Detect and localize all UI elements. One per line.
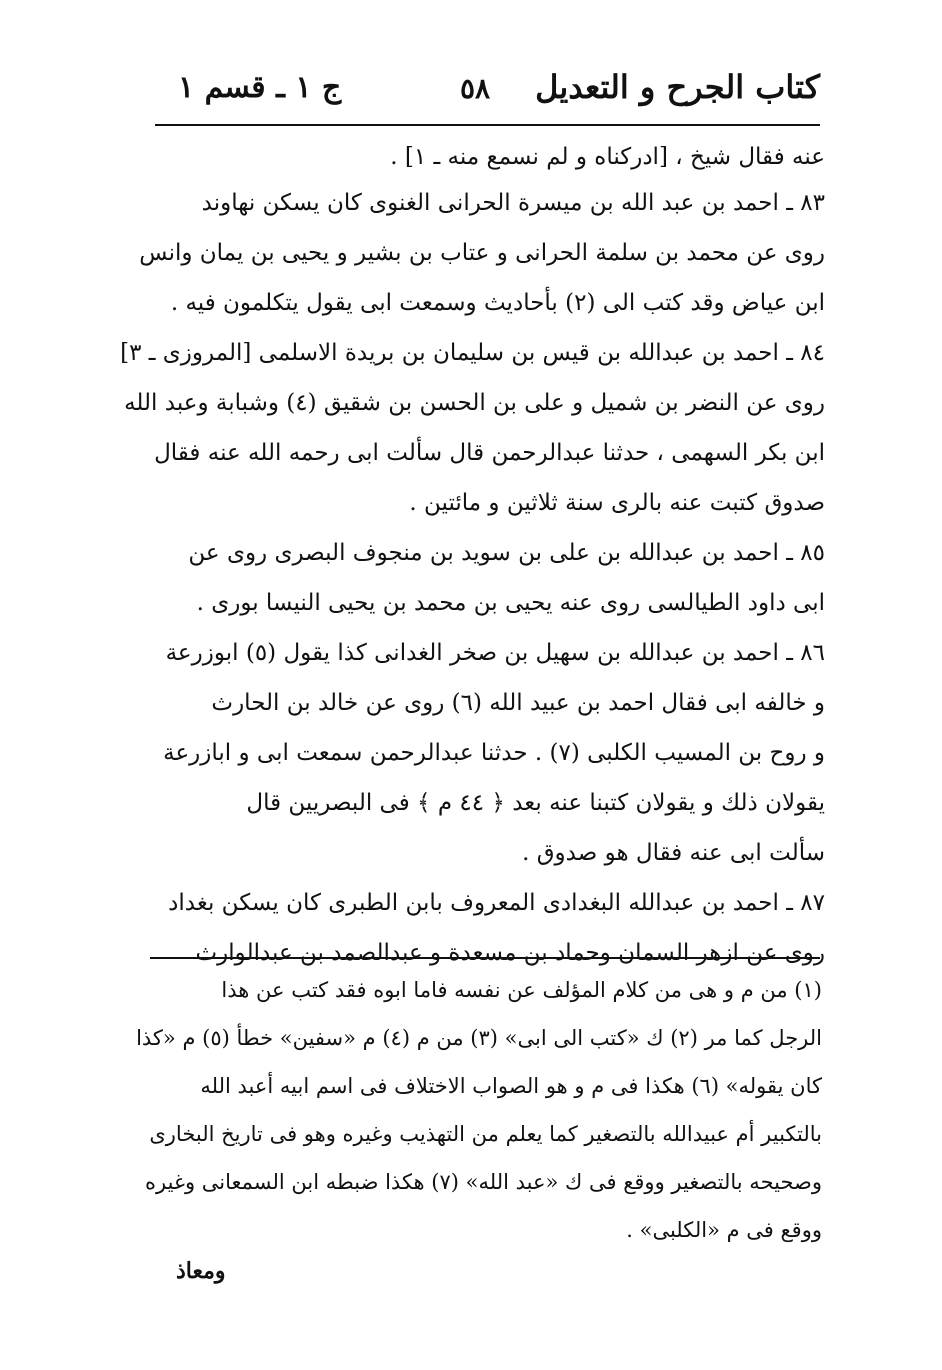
page-number: ٥٨	[460, 72, 491, 105]
text-line: ابى داود الطيالسى روى عنه يحيى بن محمد بن يحيى النيسا بورى .	[196, 590, 825, 616]
text-line: يقولان ذلك و يقولان كتبنا عنه بعد ﴿ ٤٤ م ﴾ فى البصريين قال	[246, 790, 825, 816]
page-header	[160, 68, 820, 118]
text-line: ابن عياض وقد كتب الى (٢) بأحاديث وسمعت ابى يقول يتكلمون فيه .	[170, 290, 825, 316]
text-line: روى عن محمد بن سلمة الحرانى و عتاب بن بشير و يحيى بن يمان وانس	[139, 240, 825, 266]
text-line: صدوق كتبت عنه بالرى سنة ثلاثين و مائتين .	[409, 490, 825, 516]
entry-84-line: ٨٤ ـ احمد بن عبدالله بن قيس بن سليمان بن بريدة الاسلمى [المروزى ـ ٣]	[120, 340, 825, 366]
footnote-line: بالتكبير أم عبيدالله بالتصغير كما يعلم من التهذيب وغيره وهو فى تاريخ البخارى	[149, 1122, 822, 1146]
text-line: عنه فقال شيخ ، [ادركناه و لم نسمع منه ـ ١] .	[390, 144, 825, 170]
catchword: ومعاذ	[176, 1258, 226, 1284]
footnote-line: الرجل كما مر (٢) ك «كتب الى ابى» (٣) من م (٤) م «سفين» خطأ (٥) م «كذا	[136, 1026, 822, 1050]
entry-86-line: ٨٦ ـ احمد بن عبدالله بن سهيل بن صخر الغدانى كذا يقول (٥) ابوزرعة	[165, 640, 825, 666]
main-text	[120, 132, 825, 978]
entry-87-line: ٨٧ ـ احمد بن عبدالله البغدادى المعروف بابن الطبرى كان يسكن بغداد	[168, 890, 825, 916]
footnote-rule	[150, 957, 820, 959]
entry-83-line: ٨٣ ـ احمد بن عبد الله بن ميسرة الحرانى الغنوى كان يسكن نهاوند	[201, 190, 825, 216]
footnote-line: وصحيحه بالتصغير ووقع فى ك «عبد الله» (٧) هكذا ضبطه ابن السمعانى وغيره	[145, 1170, 822, 1194]
text-line: روى عن ازهر السمان وحماد بن مسعدة و عبدالصمد بن عبدالوارث	[195, 940, 825, 966]
footnote-line: (١) من م و هى من كلام المؤلف عن نفسه فاما ابوه فقد كتب عن هذا	[221, 978, 822, 1002]
footnote-line: كان يقوله» (٦) هكذا فى م و هو الصواب الاختلاف فى اسم ابيه أعبد الله	[200, 1074, 822, 1098]
header-rule	[155, 124, 820, 126]
entry-85-line: ٨٥ ـ احمد بن عبدالله بن على بن سويد بن منجوف البصرى روى عن	[188, 540, 825, 566]
text-line: و روح بن المسيب الكلبى (٧) . حدثنا عبدالرحمن سمعت ابى و ابازرعة	[163, 740, 825, 766]
text-line: روى عن النضر بن شميل و على بن الحسن بن شقيق (٤) وشبابة وعبد الله	[124, 390, 825, 416]
footnotes	[136, 966, 822, 1254]
text-line: ابن بكر السهمى ، حدثنا عبدالرحمن قال سألت ابى رحمه الله عنه فقال	[154, 440, 825, 466]
footnote-line: ووقع فى م «الكلبى» .	[626, 1218, 822, 1242]
volume-part: ج ١ ـ قسم ١	[178, 70, 342, 105]
text-line: و خالفه ابى فقال احمد بن عبيد الله (٦) روى عن خالد بن الحارث	[211, 690, 825, 716]
text-line: سألت ابى عنه فقال هو صدوق .	[522, 840, 825, 866]
book-title: كتاب الجرح و التعديل	[535, 68, 820, 106]
